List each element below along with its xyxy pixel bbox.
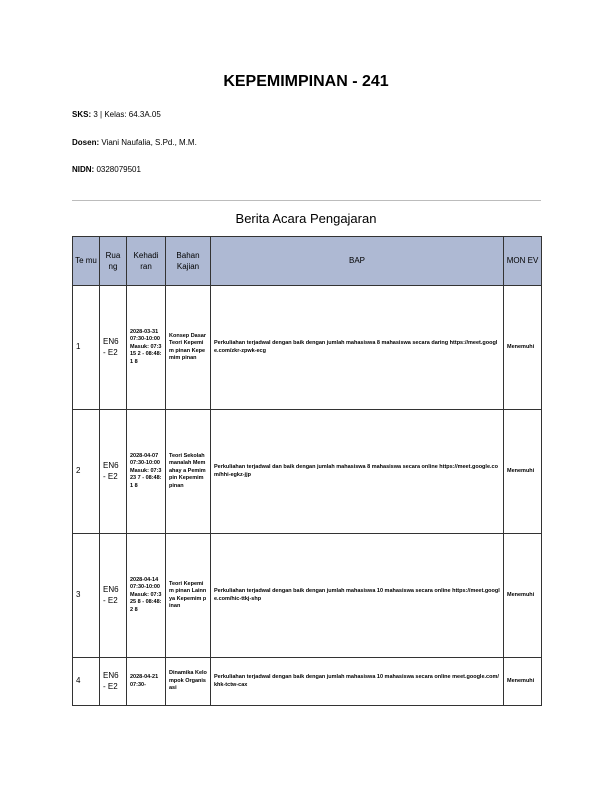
cell-ruang: EN6 - E2 — [100, 534, 127, 658]
header-bap: BAP — [211, 237, 504, 286]
cell-monev: Menemuhi — [504, 410, 542, 534]
cell-bap: Perkuliahan terjadwal dengan baik dengan jumlah mahasiswa 10 mahasiswa secara online meet.google.com/khk-tctw-cax — [211, 658, 504, 706]
table-row — [73, 286, 542, 410]
cell-kehadiran: 2028-04-07 07:30-10:00 Masuk: 07:323 7 - 08:48:1 8 — [127, 410, 166, 534]
dosen-label: Dosen: — [72, 138, 100, 147]
section-divider — [72, 200, 541, 201]
sks-line — [72, 110, 161, 119]
header-ruang: Rua ng — [100, 237, 127, 286]
nidn-line — [72, 165, 141, 174]
sks-label: SKS: — [72, 110, 92, 119]
bap-table — [72, 236, 542, 706]
dosen-value: Viani Naufalia, S.Pd., M.M. — [101, 138, 197, 147]
cell-bap: Perkuliahan terjadwal dengan baik dengan jumlah mahasiswa 8 mahasiswa secara daring https://meet.google.com/zkr-zpwk-ecg — [211, 286, 504, 410]
nidn-value: 0328079501 — [96, 165, 141, 174]
section-title: Berita Acara Pengajaran — [235, 211, 377, 226]
cell-bap: Perkuliahan terjadwal dengan baik dengan jumlah mahasiswa 10 mahasiswa secara online https://meet.google.com/hic-ttkj-shp — [211, 534, 504, 658]
cell-bahan: Dinamika Kelompok Organisasi — [166, 658, 211, 706]
header-bahan-kajian: Bahan Kajian — [166, 237, 211, 286]
sks-value: 3 | Kelas: 64.3A.05 — [93, 110, 161, 119]
table-header-row — [73, 237, 542, 286]
page-title: KEPEMIMPINAN - 241 — [223, 73, 389, 90]
cell-no: 3 — [73, 534, 100, 658]
cell-kehadiran: 2028-04-21 07:30- — [127, 658, 166, 706]
cell-monev: Menemuhi — [504, 534, 542, 658]
cell-bap: Perkuliahan terjadwal dan baik dengan jumlah mahasiswa 8 mahasiswa secara online https://meet.google.com/hhi-egkz-jjp — [211, 410, 504, 534]
cell-kehadiran: 2028-03-31 07:30-10:00 Masuk: 07:315 2 - 08:48:1 8 — [127, 286, 166, 410]
cell-ruang: EN6 - E2 — [100, 286, 127, 410]
cell-kehadiran: 2028-04-14 07:30-10:00 Masuk: 07:325 8 - 08:48:2 8 — [127, 534, 166, 658]
cell-no: 2 — [73, 410, 100, 534]
header-temu: Te mu — [73, 237, 100, 286]
cell-bahan: Konsep Dasar Teori Kepemim pinan Kepemim pinan — [166, 286, 211, 410]
cell-bahan: Teori Kepemim pinan Lainnya Kepemim pinan — [166, 534, 211, 658]
cell-no: 1 — [73, 286, 100, 410]
cell-monev: Menemuhi — [504, 658, 542, 706]
cell-monev: Menemuhi — [504, 286, 542, 410]
cell-ruang: EN6 - E2 — [100, 410, 127, 534]
table-row — [73, 410, 542, 534]
dosen-line — [72, 138, 197, 147]
cell-bahan: Teori Sekolah manalah Memahay a Pemimpin Kepemim pinan — [166, 410, 211, 534]
cell-ruang: EN6 - E2 — [100, 658, 127, 706]
table-row — [73, 658, 542, 706]
header-kehadiran: Kehadi ran — [127, 237, 166, 286]
header-monev: MON EV — [504, 237, 542, 286]
cell-no: 4 — [73, 658, 100, 706]
nidn-label: NIDN: — [72, 165, 95, 174]
table-row — [73, 534, 542, 658]
